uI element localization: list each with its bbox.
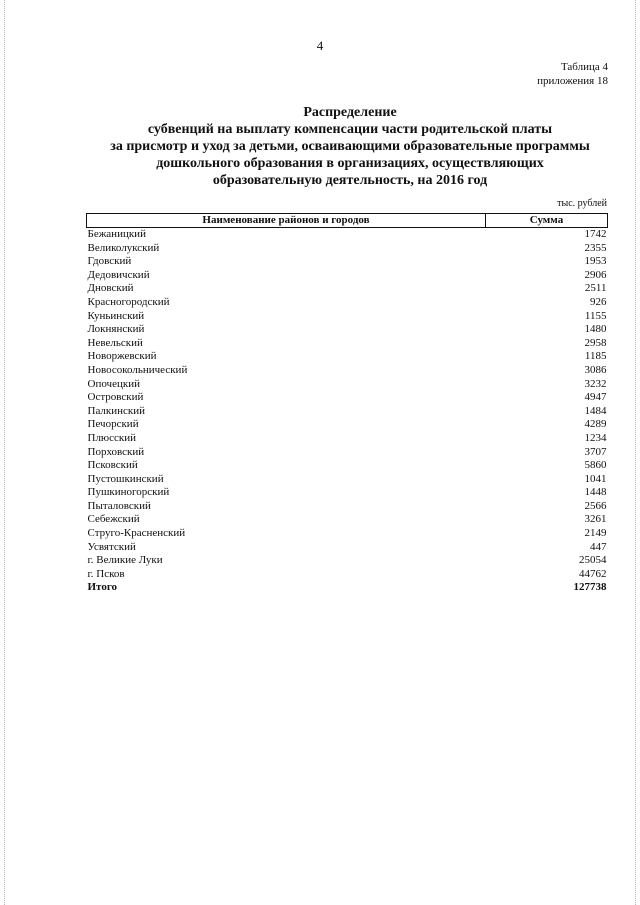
district-sum: 1448 bbox=[584, 486, 607, 499]
table-header-row bbox=[87, 214, 608, 228]
total-label: Итого bbox=[87, 581, 118, 594]
table-row bbox=[87, 391, 608, 405]
district-name: Опочецкий bbox=[87, 377, 140, 390]
distribution-table bbox=[86, 213, 608, 595]
total-row bbox=[87, 581, 608, 595]
table-row bbox=[87, 296, 608, 310]
district-sum: 2149 bbox=[584, 527, 607, 540]
district-name: Новоржевский bbox=[87, 350, 157, 363]
district-sum: 2958 bbox=[584, 336, 607, 349]
table-row bbox=[87, 269, 608, 283]
district-name: Пушкиногорский bbox=[87, 486, 170, 499]
title-line-5: образовательную деятельность, на 2016 год bbox=[212, 173, 488, 188]
district-sum: 1742 bbox=[584, 228, 607, 240]
unit-note: тыс. рублей bbox=[557, 198, 607, 209]
table-row bbox=[87, 554, 608, 568]
title-line-2: субвенций на выплату компенсации части родительской платы bbox=[147, 122, 553, 137]
table-row bbox=[87, 500, 608, 514]
caption-table-number: Таблица 4 bbox=[560, 61, 608, 73]
district-name: Невельский bbox=[87, 336, 143, 349]
district-sum: 1480 bbox=[584, 323, 607, 336]
district-sum: 4289 bbox=[584, 418, 607, 431]
district-sum: 1234 bbox=[584, 431, 607, 444]
district-sum: 2566 bbox=[584, 499, 607, 512]
district-sum: 1155 bbox=[584, 309, 607, 322]
table-row bbox=[87, 350, 608, 364]
title-line-4: дошкольного образования в организациях, осуществляющих bbox=[156, 156, 544, 171]
district-sum: 2511 bbox=[584, 282, 607, 295]
table-row bbox=[87, 310, 608, 324]
district-name: Струго-Красненский bbox=[87, 527, 186, 540]
table-row bbox=[87, 513, 608, 527]
table-row bbox=[87, 323, 608, 337]
left-margin-line bbox=[4, 0, 5, 905]
district-name: Себежский bbox=[87, 513, 140, 526]
district-name: Дновский bbox=[87, 282, 134, 295]
district-sum: 2906 bbox=[584, 268, 607, 281]
table-row bbox=[87, 378, 608, 392]
district-name: г. Псков bbox=[87, 567, 125, 580]
table-row bbox=[87, 486, 608, 500]
district-sum: 3707 bbox=[584, 445, 607, 458]
district-sum: 3232 bbox=[584, 377, 607, 390]
district-name: Новосокольнический bbox=[87, 363, 188, 376]
total-sum: 127738 bbox=[573, 581, 607, 594]
district-name: Плюсский bbox=[87, 431, 137, 444]
table-row bbox=[87, 446, 608, 460]
district-sum: 926 bbox=[590, 295, 607, 308]
caption-appendix: приложения 18 bbox=[537, 75, 608, 87]
document-title bbox=[60, 104, 640, 189]
district-name: г. Великие Луки bbox=[87, 554, 163, 567]
district-name: Псковский bbox=[87, 459, 138, 472]
district-name: Бежаницкий bbox=[87, 228, 146, 240]
table-row bbox=[87, 228, 608, 242]
title-line-3: за присмотр и уход за детьми, осваивающими образовательные программы bbox=[110, 139, 590, 154]
table-row bbox=[87, 568, 608, 582]
district-name: Усвятский bbox=[87, 540, 136, 553]
table-row bbox=[87, 337, 608, 351]
table-row bbox=[87, 364, 608, 378]
table-row bbox=[87, 242, 608, 256]
table-caption bbox=[537, 60, 608, 88]
district-name: Гдовский bbox=[87, 255, 132, 268]
district-name: Дедовичский bbox=[87, 268, 150, 281]
page-number: 4 bbox=[316, 38, 324, 53]
district-sum: 4947 bbox=[584, 391, 607, 404]
district-sum: 5860 bbox=[584, 459, 607, 472]
district-sum: 1953 bbox=[584, 255, 607, 268]
table-row bbox=[87, 418, 608, 432]
table-row bbox=[87, 405, 608, 419]
table-row bbox=[87, 282, 608, 296]
table-row bbox=[87, 527, 608, 541]
table-row bbox=[87, 541, 608, 555]
title-line-1: Распределение bbox=[303, 105, 397, 120]
district-sum: 2355 bbox=[584, 241, 607, 254]
district-name: Великолукский bbox=[87, 241, 160, 254]
district-sum: 1041 bbox=[584, 472, 607, 485]
district-name: Локнянский bbox=[87, 323, 145, 336]
header-name: Наименование районов и городов bbox=[87, 214, 486, 228]
table-row bbox=[87, 473, 608, 487]
table-row bbox=[87, 432, 608, 446]
district-sum: 3086 bbox=[584, 363, 607, 376]
district-sum: 3261 bbox=[584, 513, 607, 526]
district-name: Пыталовский bbox=[87, 499, 151, 512]
district-sum: 1185 bbox=[584, 350, 607, 363]
district-name: Красногородский bbox=[87, 295, 170, 308]
district-name: Куньинский bbox=[87, 309, 145, 322]
table-body bbox=[87, 228, 608, 596]
district-sum: 25054 bbox=[579, 554, 607, 567]
district-name: Порховский bbox=[87, 445, 145, 458]
district-sum: 44762 bbox=[579, 567, 607, 580]
header-sum: Сумма bbox=[486, 214, 608, 228]
table-row bbox=[87, 459, 608, 473]
district-name: Островский bbox=[87, 391, 144, 404]
table-row bbox=[87, 255, 608, 269]
district-sum: 447 bbox=[590, 540, 607, 553]
district-name: Печорский bbox=[87, 418, 139, 431]
district-name: Пустошкинский bbox=[87, 472, 164, 485]
district-name: Палкинский bbox=[87, 404, 146, 417]
district-sum: 1484 bbox=[584, 404, 607, 417]
